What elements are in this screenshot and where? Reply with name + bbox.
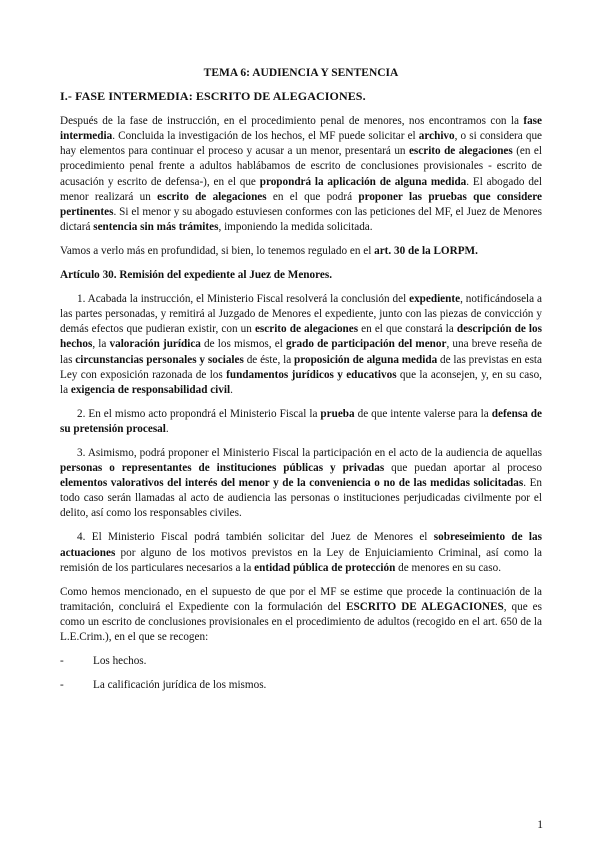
- article-item-4: [60, 530, 542, 575]
- bold-text-run: expediente: [409, 293, 461, 306]
- text-run: de las previstas en esta Ley con exposición razonada de los: [60, 353, 542, 381]
- bold-text-run: proposición de alguna medida: [294, 353, 438, 366]
- bold-text-run: descripción de los hechos: [60, 323, 542, 351]
- list-item: [60, 654, 542, 669]
- bold-text-run: propondrá la aplicación de alguna medida: [259, 175, 467, 188]
- text-run: . Si el menor y su abogado estuviesen conformes con las peticiones del MF, el Juez de Menores dictará: [60, 205, 542, 233]
- bold-text-run: fase intermedia: [60, 115, 542, 143]
- bold-text-run: proponer las pruebas que considere pertinentes: [60, 190, 543, 218]
- bold-text-run: defensa de su pretensión procesal: [60, 407, 542, 435]
- bold-text-run: elementos valorativos del interés del menor y de la conveniencia o no de las medidas solicitadas: [60, 477, 524, 490]
- bold-text-run: personas o representantes de instituciones públicas y privadas: [60, 462, 385, 475]
- text-run: . Concluida la investigación de los hechos, el MF puede solicitar el: [112, 130, 419, 143]
- paragraph-summary: [60, 585, 542, 645]
- text-run: Vamos a verlo más en profundidad, si bien, lo tenemos regulado en el: [60, 244, 375, 257]
- text-run: , que es como un escrito de conclusiones provisionales en el procedimiento de adultos (recogido en el art. 650 de la L.E.Crim.), en el que se recogen:: [60, 600, 542, 643]
- list-dash: -: [60, 679, 64, 692]
- paragraph-reference: [60, 244, 542, 259]
- text-run: , la: [92, 338, 110, 351]
- list-item: [60, 678, 542, 693]
- text-run: . El abogado del menor realizará un: [60, 175, 542, 203]
- page-number: 1: [537, 819, 543, 831]
- list-dash: -: [60, 655, 64, 668]
- text-run: por alguno de los motivos previstos en la Ley de Enjuiciamiento Criminal, así como la remisión de los particulares necesarios a la: [60, 546, 542, 574]
- bold-text-run: escrito de alegaciones: [408, 145, 513, 158]
- section-heading: I.- FASE INTERMEDIA: ESCRITO DE ALEGACIONES.: [60, 89, 366, 104]
- bold-text-run: entidad pública de protección: [254, 561, 396, 574]
- bold-text-run: prueba: [320, 407, 355, 420]
- bold-text-run: escrito de alegaciones: [254, 323, 359, 336]
- bold-text-run: circunstancias personales y sociales: [75, 353, 244, 366]
- text-run: de los mismos, el: [200, 338, 286, 351]
- text-run: de éste, la: [243, 353, 294, 366]
- bold-text-run: escrito de alegaciones: [157, 190, 267, 203]
- document-title: TEMA 6: AUDIENCIA Y SENTENCIA: [203, 67, 399, 79]
- list-item-text: Los hechos.: [93, 655, 147, 668]
- text-run: .: [165, 422, 169, 435]
- text-run: que la aconsejen, y, en su caso, la: [60, 368, 542, 396]
- bold-text-run: exigencia de responsabilidad civil: [70, 383, 231, 396]
- article-item-2: [60, 407, 542, 437]
- article-title: Artículo 30. Remisión del expediente al Juez de Menores.: [60, 269, 332, 282]
- text-run: . En todo caso serán llamadas al acto de audiencia las personas o instituciones perjudicadas civilmente por el delito, así como los responsables civiles.: [60, 477, 542, 520]
- bold-text-run: archivo: [418, 130, 455, 143]
- text-run: en el que podrá: [266, 190, 359, 203]
- text-run: de menores en su caso.: [395, 561, 502, 574]
- text-run: , o si considera que hay elementos para continuar el proceso y acusar a un menor, presentará un: [60, 130, 542, 158]
- bold-text-run: sentencia sin más trámites: [93, 220, 219, 233]
- text-run: Después de la fase de instrucción, en el procedimiento penal de menores, nos encontramos con la: [60, 115, 524, 128]
- text-run: 3. Asimismo, podrá proponer el Ministerio Fiscal la participación en el acto de la audiencia de aquellas: [77, 446, 542, 459]
- text-run: que puedan aportar al proceso: [384, 462, 542, 475]
- text-run: Como hemos mencionado, en el supuesto de que por el MF se estime que procede la continuación de la tramitación, concluirá el Expediente con la formulación del: [60, 585, 542, 613]
- text-run: , imponiendo la medida solicitada.: [218, 220, 373, 233]
- text-run: en el que constará la: [358, 323, 457, 336]
- bold-text-run: art. 30 de la LORPM.: [374, 244, 478, 257]
- bold-text-run: grado de participación del menor: [285, 338, 447, 351]
- bold-text-run: ESCRITO DE ALEGACIONES: [346, 600, 504, 613]
- text-run: 1. Acabada la instrucción, el Ministerio Fiscal resolverá la conclusión del: [77, 293, 410, 306]
- dash-list: [60, 654, 542, 693]
- text-run: , notificándosela a las partes personadas, y remitirá al Juzgado de Menores el expediente, junto con las piezas de convicción y demás efectos que pudieran existir, con un: [60, 293, 543, 336]
- document-body: [60, 62, 542, 702]
- text-run: (en el procedimiento penal frente a adultos hablábamos de escrito de conclusiones provisionales - escrito de acusación y escrito de defensa-), en el que: [60, 145, 542, 188]
- bold-text-run: fundamentos jurídicos y educativos: [226, 368, 397, 381]
- article-item-1: [60, 292, 542, 398]
- text-run: 2. En el mismo acto propondrá el Ministerio Fiscal la: [77, 407, 321, 420]
- text-run: .: [230, 383, 233, 396]
- text-run: de que intente valerse para la: [354, 407, 492, 420]
- text-run: 4. El Ministerio Fiscal podrá también solicitar del Juez de Menores el: [77, 531, 434, 544]
- text-run: , una breve reseña de las: [60, 338, 542, 366]
- paragraph-intro: [60, 114, 542, 235]
- list-item-text: La calificación jurídica de los mismos.: [93, 679, 267, 692]
- article-item-3: [60, 446, 542, 521]
- bold-text-run: sobreseimiento de las actuaciones: [60, 531, 542, 559]
- bold-text-run: valoración jurídica: [109, 338, 201, 351]
